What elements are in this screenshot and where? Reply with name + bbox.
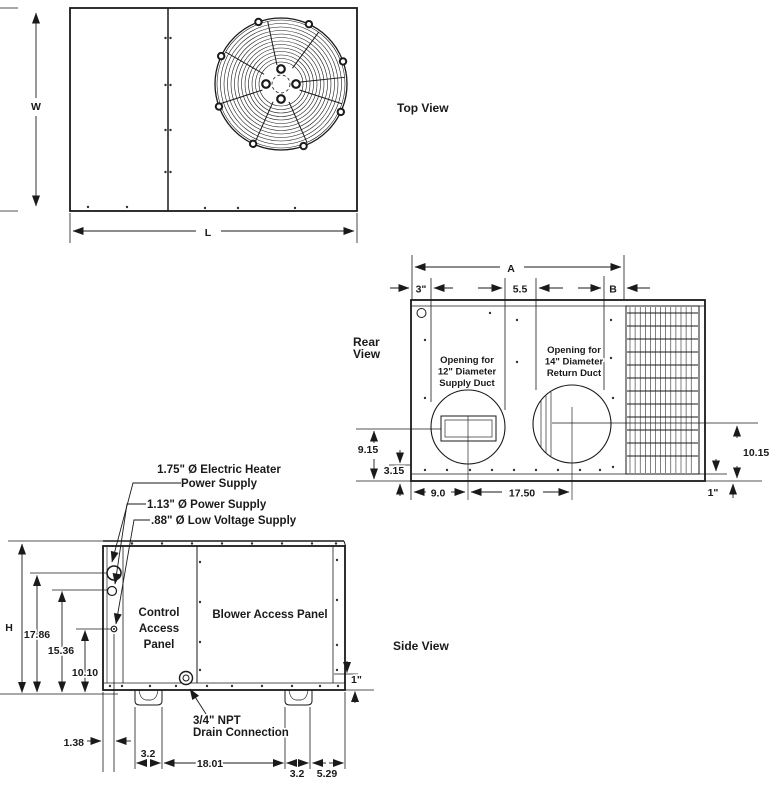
rivet xyxy=(336,599,338,601)
rivet xyxy=(557,469,559,471)
dim-1536-label: 15.36 xyxy=(47,645,75,657)
rivet xyxy=(175,685,177,687)
dim-1786-label: 17.86 xyxy=(23,629,51,641)
rivet xyxy=(169,37,171,39)
rivet xyxy=(251,542,253,544)
low-voltage-callout: .88" Ø Low Voltage Supply xyxy=(151,515,297,527)
rivet xyxy=(424,469,426,471)
dim-1015-label: 10.15 xyxy=(743,447,770,459)
rivet xyxy=(311,542,313,544)
side-view xyxy=(0,464,449,780)
fan-hub-bolt xyxy=(277,65,285,73)
rivet xyxy=(446,469,448,471)
return-opening-label-1: Opening for xyxy=(547,345,601,356)
rivet xyxy=(610,357,612,359)
return-opening-label-2: 14" Diameter xyxy=(544,356,604,368)
dim-32-left-label: 3.2 xyxy=(140,748,156,760)
rivet xyxy=(294,207,296,209)
rivet xyxy=(291,685,293,687)
rivet xyxy=(424,397,426,399)
rivet xyxy=(535,469,537,471)
dim-90-label: 9.0 xyxy=(430,487,446,500)
rivet xyxy=(161,542,163,544)
dim-915-label: 9.15 xyxy=(357,444,379,456)
fan-rim-bolt xyxy=(250,141,256,147)
rivet xyxy=(121,685,123,687)
dim-32-right-label: 3.2 xyxy=(289,768,305,780)
fan-rim-bolt xyxy=(216,103,222,109)
rivet xyxy=(164,84,166,86)
fan-rim-bolt xyxy=(338,109,344,115)
rivet xyxy=(612,397,614,399)
top-view xyxy=(0,8,449,243)
rear-view-label-2: View xyxy=(353,347,381,361)
dim-1010-label: 10.10 xyxy=(71,667,99,679)
dim-b-label: B xyxy=(609,283,617,296)
dim-w-label: W xyxy=(31,101,41,113)
fan-rim-bolt xyxy=(255,19,261,25)
power-callout: 1.13" Ø Power Supply xyxy=(147,499,267,511)
rear-view-cabinet-outline xyxy=(411,300,705,481)
rivet xyxy=(87,206,89,208)
drain-callout-line1: 3/4" NPT xyxy=(193,715,241,727)
rivet xyxy=(126,206,128,208)
dim-a-label: A xyxy=(507,263,515,275)
heater-callout-line2: Power Supply xyxy=(180,478,258,490)
control-panel-label-3: Panel xyxy=(143,639,175,651)
rivet xyxy=(610,319,612,321)
rivet xyxy=(319,685,321,687)
rivet xyxy=(191,542,193,544)
top-view-label: Top View xyxy=(397,101,449,115)
rivet xyxy=(169,171,171,173)
control-panel-label-2: Access xyxy=(138,623,180,635)
heater-callout-line1: 1.75" Ø Electric Heater xyxy=(157,464,281,476)
return-opening-label-3: Return Duct xyxy=(546,368,602,379)
fan-rim-bolt xyxy=(306,21,312,27)
rivet xyxy=(199,669,201,671)
dim-3in-label: 3" xyxy=(415,283,427,296)
rivet xyxy=(169,129,171,131)
rivet xyxy=(513,469,515,471)
drain-connection xyxy=(180,672,193,685)
dim-1801-label: 18.01 xyxy=(196,758,224,770)
rear-view xyxy=(353,255,769,500)
rivet xyxy=(231,685,233,687)
rivet xyxy=(164,129,166,131)
rivet xyxy=(579,469,581,471)
rivet xyxy=(516,361,518,363)
rivet xyxy=(149,685,151,687)
fan-hub-bolt xyxy=(277,95,285,103)
low-voltage-knockout-center xyxy=(113,628,115,630)
dim-55-label: 5.5 xyxy=(512,283,528,296)
rivet xyxy=(199,561,201,563)
dim-1750-label: 17.50 xyxy=(508,487,536,500)
rivet xyxy=(109,685,111,687)
rivet xyxy=(491,469,493,471)
fan-hub-bolt xyxy=(292,80,300,88)
dim-529-label: 5.29 xyxy=(316,768,338,780)
rivet xyxy=(164,171,166,173)
rivet xyxy=(335,542,337,544)
dim-l-label: L xyxy=(204,227,212,239)
rivet xyxy=(336,559,338,561)
rivet xyxy=(169,84,171,86)
dim-315-label: 3.15 xyxy=(383,465,405,477)
fan-rim-bolt xyxy=(218,53,224,59)
left-foot-inner xyxy=(139,690,158,700)
side-view-label: Side View xyxy=(393,639,449,653)
rivet xyxy=(489,312,491,314)
rivet xyxy=(612,466,614,468)
rivet xyxy=(204,207,206,209)
dim-side-flange-label: 1" xyxy=(351,674,362,686)
rivet xyxy=(599,469,601,471)
rivet xyxy=(336,669,338,671)
drain-callout-line2: Drain Connection xyxy=(193,727,289,739)
rivet xyxy=(199,601,201,603)
rivet xyxy=(221,542,223,544)
supply-opening-label-3: Supply Duct xyxy=(439,378,495,389)
control-panel-label-1: Control xyxy=(138,607,180,619)
rivet xyxy=(237,207,239,209)
rivet xyxy=(424,339,426,341)
drain-leader xyxy=(190,689,206,714)
rivet xyxy=(469,469,471,471)
dim-h-label: H xyxy=(5,622,13,634)
dim-138-label: 1.38 xyxy=(63,737,84,749)
dim-rear-flange-label: 1" xyxy=(707,487,719,499)
supply-opening-label-2: 12" Diameter xyxy=(437,366,497,378)
supply-opening-label-1: Opening for xyxy=(440,355,494,366)
blower-panel-label: Blower Access Panel xyxy=(212,609,328,621)
rivet xyxy=(164,37,166,39)
rivet xyxy=(261,685,263,687)
rivet xyxy=(336,644,338,646)
fan-hub-bolt xyxy=(262,80,270,88)
rivet xyxy=(199,641,201,643)
rivet xyxy=(206,685,208,687)
rivet xyxy=(337,685,339,687)
rear-view-label-1: Rear xyxy=(353,335,380,349)
rivet xyxy=(516,319,518,321)
rivet xyxy=(281,542,283,544)
rivet xyxy=(131,542,133,544)
fan-rim-bolt xyxy=(340,58,346,64)
right-foot-inner xyxy=(289,690,308,700)
fan-rim-bolt xyxy=(300,143,306,149)
